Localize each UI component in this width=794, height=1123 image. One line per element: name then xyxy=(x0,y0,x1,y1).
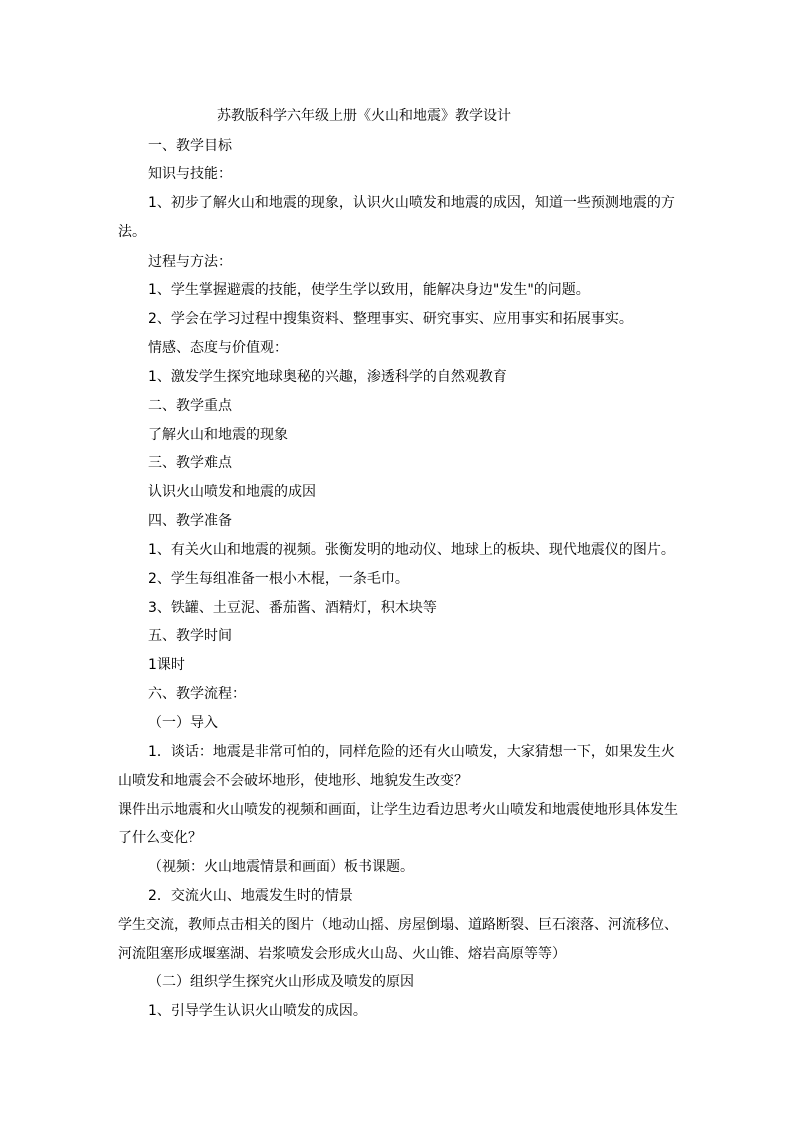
section-heading-time: 五、教学时间 xyxy=(148,628,232,644)
subsection-heading-exploration: （二）组织学生探究火山形成及喷发的原因 xyxy=(148,974,414,990)
paragraph-line: 2、学会在学习过程中搜集资料、整理事实、研究事实、应用事实和拓展事实。 xyxy=(148,311,633,327)
subheading-knowledge-skills: 知识与技能： xyxy=(148,166,232,182)
section-heading-preparation: 四、教学准备 xyxy=(148,513,232,529)
paragraph-line: 了解火山和地震的现象 xyxy=(148,427,288,443)
paragraph-line: 2．交流火山、地震发生时的情景 xyxy=(148,888,353,904)
paragraph-line: 山喷发和地震会不会破坏地形，使地形、地貌发生改变？ xyxy=(118,773,468,789)
paragraph-line: 2、学生每组准备一根小木棍，一条毛巾。 xyxy=(148,571,409,587)
subsection-heading-introduction: （一）导入 xyxy=(148,715,218,731)
section-heading-process: 六、教学流程： xyxy=(148,686,246,702)
section-heading-key-points: 二、教学重点 xyxy=(148,398,232,414)
paragraph-line: 1．谈话：地震是非常可怕的，同样危险的还有火山喷发，大家猜想一下，如果发生火 xyxy=(148,744,675,760)
paragraph-line: 1课时 xyxy=(148,657,185,673)
paragraph-line: 1、有关火山和地震的视频。张衡发明的地动仪、地球上的板块、现代地震仪的图片。 xyxy=(148,542,675,558)
paragraph-line: 学生交流，教师点击相关的图片（地动山摇、房屋倒塌、道路断裂、巨石滚落、河流移位、 xyxy=(118,917,678,933)
paragraph-line: 法。 xyxy=(118,224,146,240)
paragraph-line: 1、引导学生认识火山喷发的成因。 xyxy=(148,1003,367,1019)
subheading-attitude-values: 情感、态度与价值观： xyxy=(148,340,288,356)
paragraph-line: 河流阻塞形成堰塞湖、岩浆喷发会形成火山岛、火山锥、熔岩高原等等） xyxy=(118,946,566,962)
subheading-process-methods: 过程与方法： xyxy=(148,254,232,270)
section-heading-objectives: 一、教学目标 xyxy=(148,138,232,154)
paragraph-line: 1、激发学生探究地球奥秘的兴趣，渗透科学的自然观教育 xyxy=(148,369,507,385)
paragraph-line: 1、学生掌握避震的技能，使学生学以致用，能解决身边"发生"的问题。 xyxy=(148,282,590,298)
paragraph-line: 了什么变化？ xyxy=(118,830,202,846)
paragraph-line: 认识火山喷发和地震的成因 xyxy=(148,484,316,500)
paragraph-line: （视频：火山地震情景和画面）板书课题。 xyxy=(148,859,414,875)
section-heading-difficult-points: 三、教学难点 xyxy=(148,455,232,471)
paragraph-line: 课件出示地震和火山喷发的视频和画面，让学生边看边思考火山喷发和地震使地形具体发生 xyxy=(118,802,678,818)
document-title: 苏教版科学六年级上册《火山和地震》教学设计 xyxy=(217,108,511,124)
paragraph-line: 1、初步了解火山和地震的现象，认识火山喷发和地震的成因，知道一些预测地震的方 xyxy=(148,195,675,211)
paragraph-line: 3、铁罐、土豆泥、番茄酱、酒精灯，积木块等 xyxy=(148,600,437,616)
